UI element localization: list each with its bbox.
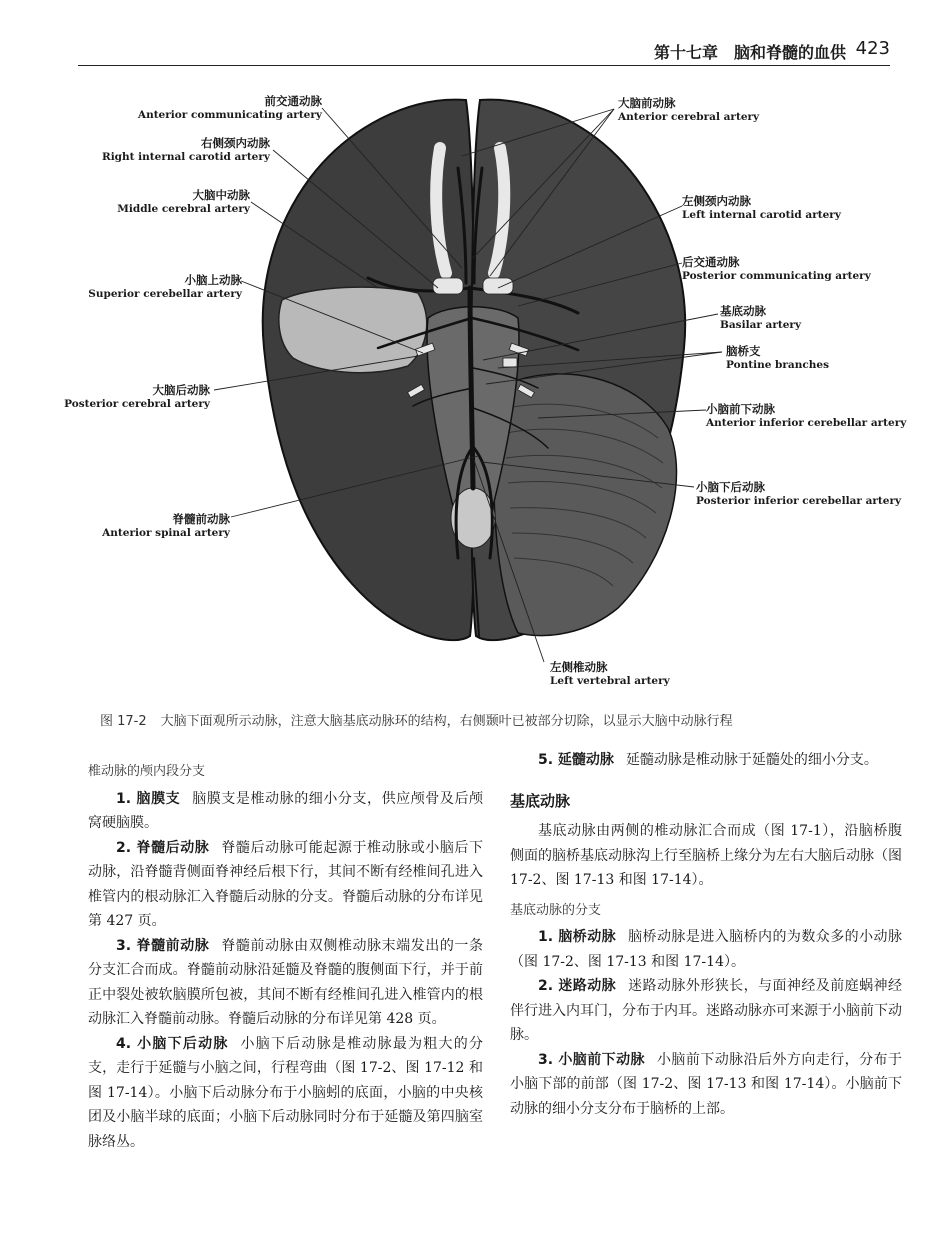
paragraph: 3. 小脑前下动脉 小脑前下动脉沿后外方向走行，分布于小脑下部的前部（图 17-2、图 17-13 和图 17-14）。小脑前下动脉的细小分支分布于脑桥的上部。 (510, 1051, 902, 1117)
figure-number: 图 17-2 (100, 714, 147, 729)
label-anterior-cerebral-artery: 大脑前动脉 Anterior cerebral artery (618, 96, 760, 123)
paragraph: 1. 脑膜支 脑膜支是椎动脉的细小分支，供应颅骨及后颅窝硬脑膜。 (88, 790, 484, 831)
paragraph: 基底动脉由两侧的椎动脉汇合而成（图 17-1），沿脑桥腹侧面的脑桥基底动脉沟上行至脑桥上缘分为左右大脑后动脉（图 17-2、图 17-13 和图 17-14）。 (510, 823, 902, 888)
left-column (88, 760, 483, 1154)
paragraph: 3. 脊髓前动脉 脊髓前动脉由双侧椎动脉末端发出的一条分支汇合而成。脊髓前动脉沿延髓及脊髓的腹侧面下行，并于前正中裂处被软脑膜所包被，其间不断有经椎间孔进入椎管内的根动脉汇入脊髓前动脉。脊髓后动脉的分布详见第 428 页。 (88, 937, 483, 1027)
right-column (510, 748, 902, 1121)
chapter-title: 第十七章 脑和脊髓的血供 (653, 43, 846, 62)
label-posterior-cerebral-artery: 大脑后动脉 Posterior cerebral artery (64, 383, 210, 410)
label-left-internal-carotid-artery: 左侧颈内动脉 Left internal carotid artery (682, 194, 841, 221)
page-number: 423 (855, 38, 890, 59)
paragraph: 2. 迷路动脉 迷路动脉外形狭长，与面神经及前庭蜗神经伴行进入内耳门，分布于内耳。迷路动脉亦可来源于小脑前下动脉。 (510, 978, 902, 1043)
paragraph: 2. 脊髓后动脉 脊髓后动脉可能起源于椎动脉或小脑后下动脉，沿脊髓背侧面脊神经后根下行，其间不断有经椎间孔进入椎管内的根动脉汇入脊髓后动脉的分支。脊髓后动脉的分布详见第 427 页。 (88, 839, 483, 929)
figure-caption (100, 710, 900, 729)
label-middle-cerebral-artery: 大脑中动脉 Middle cerebral artery (117, 188, 250, 215)
label-posterior-inferior-cerebellar-artery: 小脑下后动脉 Posterior inferior cerebellar artery (696, 480, 902, 507)
label-right-internal-carotid-artery: 右侧颈内动脉 Right internal carotid artery (101, 136, 270, 163)
label-anterior-communicating-artery: 前交通动脉 Anterior communicating artery (137, 94, 322, 121)
paragraph: 5. 延髓动脉 延髓动脉是椎动脉于延髓处的细小分支。 (538, 752, 878, 768)
section-heading: 基底动脉 (510, 791, 571, 810)
paragraph: 4. 小脑下后动脉 小脑下后动脉是椎动脉最为粗大的分支，走行于延髓与小脑之间，行程弯曲（图 17-2、图 17-12 和图 17-14）。小脑下后动脉分布于小脑蚓的底面，小脑的中央核团及小脑半球的底面；小脑下后动脉同时分布于延髓及第四脑室脉络丛。 (88, 1035, 483, 1150)
label-left-vertebral-artery: 左侧椎动脉 Left vertebral artery (550, 660, 670, 687)
section-subheading: 椎动脉的颅内段分支 (88, 764, 206, 779)
brain-arteries-figure (64, 88, 907, 698)
paragraph: 1. 脑桥动脉 脑桥动脉是进入脑桥内的为数众多的小动脉（图 17-2、图 17-13 和图 17-14）。 (510, 929, 902, 970)
label-anterior-spinal-artery: 脊髓前动脉 Anterior spinal artery (102, 512, 230, 539)
label-anterior-inferior-cerebellar-artery: 小脑前下动脉 Anterior inferior cerebellar artery (706, 402, 907, 429)
section-subheading: 基底动脉的分支 (510, 902, 602, 918)
cut-temporal-lobe (279, 287, 427, 373)
label-superior-cerebellar-artery: 小脑上动脉 Superior cerebellar artery (88, 273, 242, 300)
label-pontine-branches: 脑桥支 Pontine branches (726, 344, 829, 371)
page-header (78, 38, 890, 66)
label-posterior-communicating-artery: 后交通动脉 Posterior communicating artery (682, 255, 871, 282)
label-basilar-artery: 基底动脉 Basilar artery (720, 304, 802, 331)
caption-text: 大脑下面观所示动脉，注意大脑基底动脉环的结构，右侧颞叶已被部分切除，以显示大脑中动脉行程 (160, 714, 733, 729)
